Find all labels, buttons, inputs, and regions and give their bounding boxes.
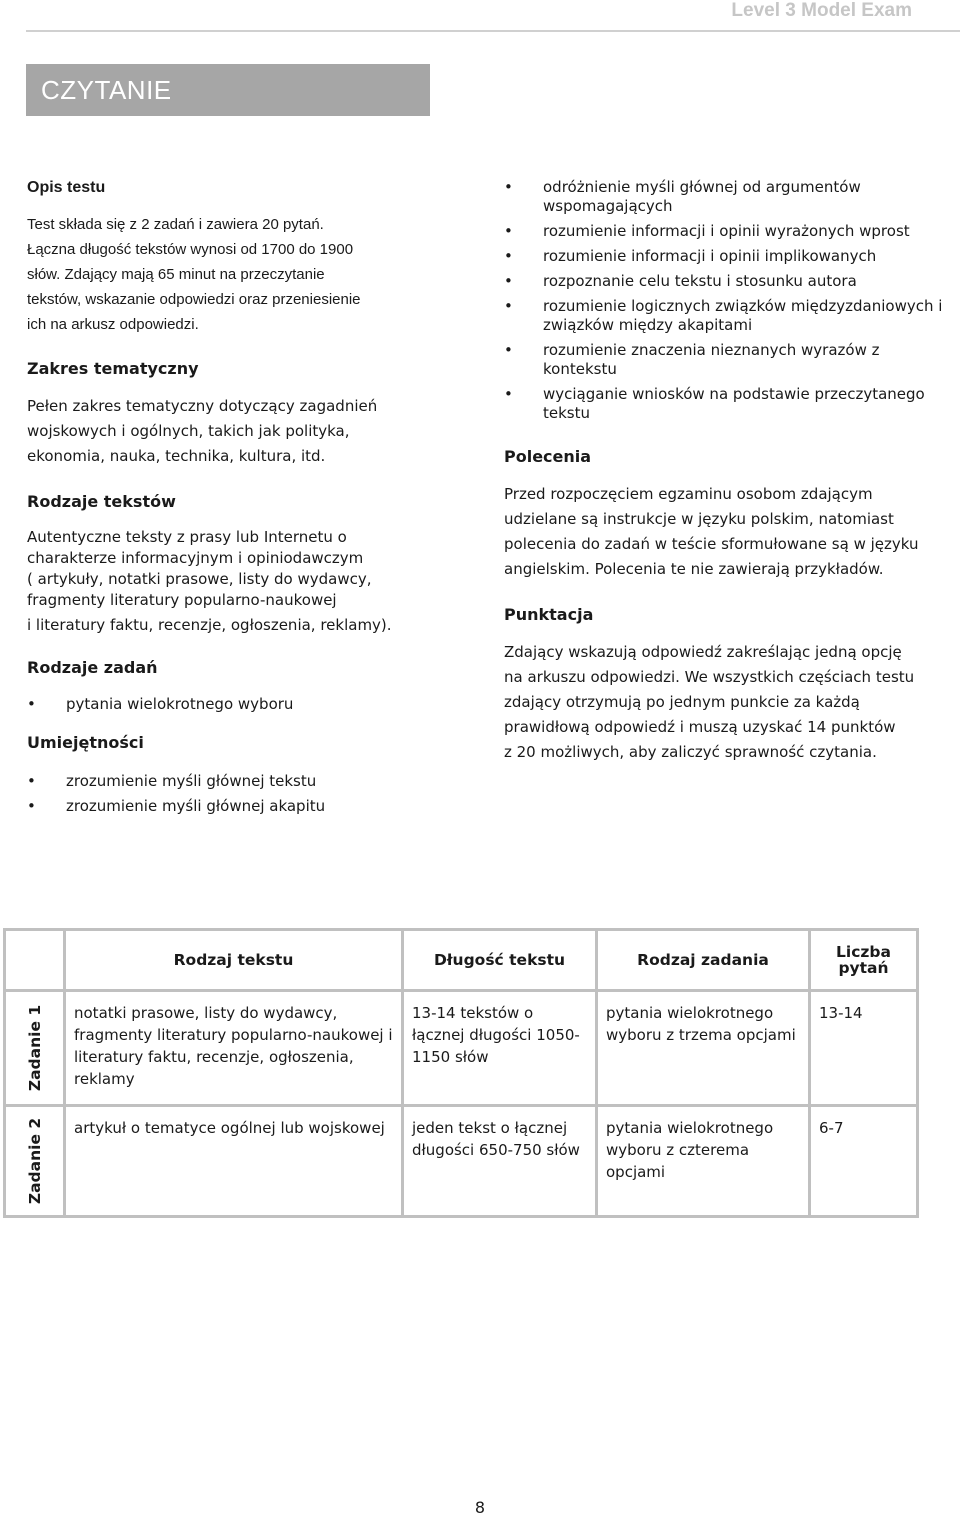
- punktacja-line: na arkuszu odpowiedzi. We wszystkich częściach testu: [504, 668, 915, 686]
- column-header: Liczba pytań: [810, 930, 918, 991]
- rodzaje-tekstow-line: Autentyczne teksty z prasy lub Internetu o: [27, 528, 347, 546]
- punktacja-line: z 20 możliwych, aby zaliczyć sprawność czytania.: [504, 743, 877, 761]
- row-header-label: Zadanie 1: [25, 1004, 44, 1092]
- opis-line: Test składa się z 2 zadań i zawiera 20 pytań.: [27, 216, 324, 233]
- header-divider: [26, 30, 960, 32]
- opis-line: słów. Zdający mają 65 minut na przeczytanie: [27, 266, 325, 283]
- opis-body: [27, 212, 467, 337]
- polecenia-heading: Polecenia: [504, 447, 592, 466]
- punktacja-line: Zdający wskazują odpowiedź zakreślając jedną opcję: [504, 643, 902, 661]
- opis-heading: Opis testu: [27, 179, 106, 196]
- rodzaje-tekstow-line: fragmenty literatury popularno-naukowej: [27, 591, 337, 609]
- punktacja-heading: Punktacja: [504, 605, 594, 624]
- table-cell: pytania wielokrotnego wyboru z czterema opcjami: [597, 1106, 810, 1217]
- opis-line: tekstów, wskazanie odpowiedzi oraz przeniesienie: [27, 291, 361, 308]
- umiejetnosci-heading: Umiejętności: [27, 733, 144, 752]
- table-row: [5, 1106, 918, 1217]
- list-item: • zrozumienie myśli głównej tekstu: [27, 769, 467, 794]
- polecenia-line: Przed rozpoczęciem egzaminu osobom zdającym: [504, 485, 873, 503]
- rodzaje-tekstow-line: charakterze informacyjnym i opiniodawczym: [27, 549, 364, 567]
- column-header: Długość tekstu: [403, 930, 597, 991]
- opis-line: ich na arkusz odpowiedzi.: [27, 316, 199, 333]
- table-cell: 13-14: [810, 991, 918, 1106]
- column-header: Rodzaj zadania: [597, 930, 810, 991]
- table-cell: 13-14 tekstów o łącznej długości 1050-1150 słów: [403, 991, 597, 1106]
- list-item: • odróżnienie myśli głównej od argumentów wspomagających: [504, 178, 944, 216]
- skills-list: [504, 178, 944, 423]
- umiejetnosci-list: [27, 769, 467, 819]
- polecenia-line: udzielane są instrukcje w języku polskim, natomiast: [504, 510, 894, 528]
- table-cell: notatki prasowe, listy do wydawcy, fragmenty literatury popularno-naukowej i literatury faktu, recenzje, ogłoszenia, reklamy: [65, 991, 403, 1106]
- row-header-cell: [5, 991, 65, 1106]
- right-column: [504, 178, 944, 765]
- table-cell: jeden tekst o łącznej długości 650-750 słów: [403, 1106, 597, 1217]
- list-item: • rozumienie informacji i opinii wyrażonych wprost: [504, 222, 944, 241]
- page-number: 8: [474, 1498, 486, 1517]
- polecenia-body: [504, 482, 944, 582]
- table-header-row: [5, 930, 918, 991]
- polecenia-line: polecenia do zadań w teście sformułowane są w języku: [504, 535, 919, 553]
- zakres-body: [27, 394, 467, 469]
- list-item: • rozumienie znaczenia nieznanych wyrazów z kontekstu: [504, 341, 944, 379]
- row-header-cell: [5, 1106, 65, 1217]
- opis-line: Łączna długość tekstów wynosi od 1700 do 1900: [27, 241, 354, 258]
- punktacja-line: zdający otrzymują po jednym punkcie za każdą: [504, 693, 860, 711]
- rodzaje-tekstow-heading: Rodzaje tekstów: [27, 492, 176, 511]
- table-cell: artykuł o tematyce ogólnej lub wojskowej: [65, 1106, 403, 1217]
- rodzaje-tekstow-line: i literatury faktu, recenzje, ogłoszenia, reklamy).: [27, 616, 392, 634]
- punktacja-body: [504, 640, 944, 765]
- zakres-line: wojskowych i ogólnych, takich jak polityka,: [27, 422, 350, 440]
- list-item: • rozumienie logicznych związków międzyzdaniowych i związków między akapitami: [504, 297, 944, 335]
- zakres-line: Pełen zakres tematyczny dotyczący zagadnień: [27, 397, 378, 415]
- table-cell: 6-7: [810, 1106, 918, 1217]
- list-item: • rozpoznanie celu tekstu i stosunku autora: [504, 272, 944, 291]
- table-row: [5, 991, 918, 1106]
- rodzaje-zadan-heading: Rodzaje zadań: [27, 658, 158, 677]
- list-item: • rozumienie informacji i opinii implikowanych: [504, 247, 944, 266]
- punktacja-line: prawidłową odpowiedź i muszą uzyskać 14 punktów: [504, 718, 896, 736]
- task-summary-table: [3, 928, 919, 1218]
- zakres-heading: Zakres tematyczny: [27, 359, 199, 378]
- rodzaje-zadan-list: [27, 692, 467, 717]
- zakres-line: ekonomia, nauka, technika, kultura, itd.: [27, 447, 326, 465]
- left-column: [27, 178, 467, 819]
- polecenia-line: angielskim. Polecenia te nie zawierają przykładów.: [504, 560, 884, 578]
- row-header-label: Zadanie 2: [25, 1117, 44, 1205]
- list-item: • pytania wielokrotnego wyboru: [27, 692, 467, 717]
- list-item: • wyciąganie wniosków na podstawie przeczytanego tekstu: [504, 385, 944, 423]
- list-item: • zrozumienie myśli głównej akapitu: [27, 794, 467, 819]
- table-cell: pytania wielokrotnego wyboru z trzema opcjami: [597, 991, 810, 1106]
- running-header-title: Level 3 Model Exam: [731, 0, 912, 21]
- rodzaje-tekstow-body: [27, 527, 467, 636]
- section-title-banner: CZYTANIE: [26, 64, 430, 116]
- column-header: Rodzaj tekstu: [65, 930, 403, 991]
- rodzaje-tekstow-line: ( artykuły, notatki prasowe, listy do wydawcy,: [27, 570, 372, 588]
- table-corner-cell: [5, 930, 65, 991]
